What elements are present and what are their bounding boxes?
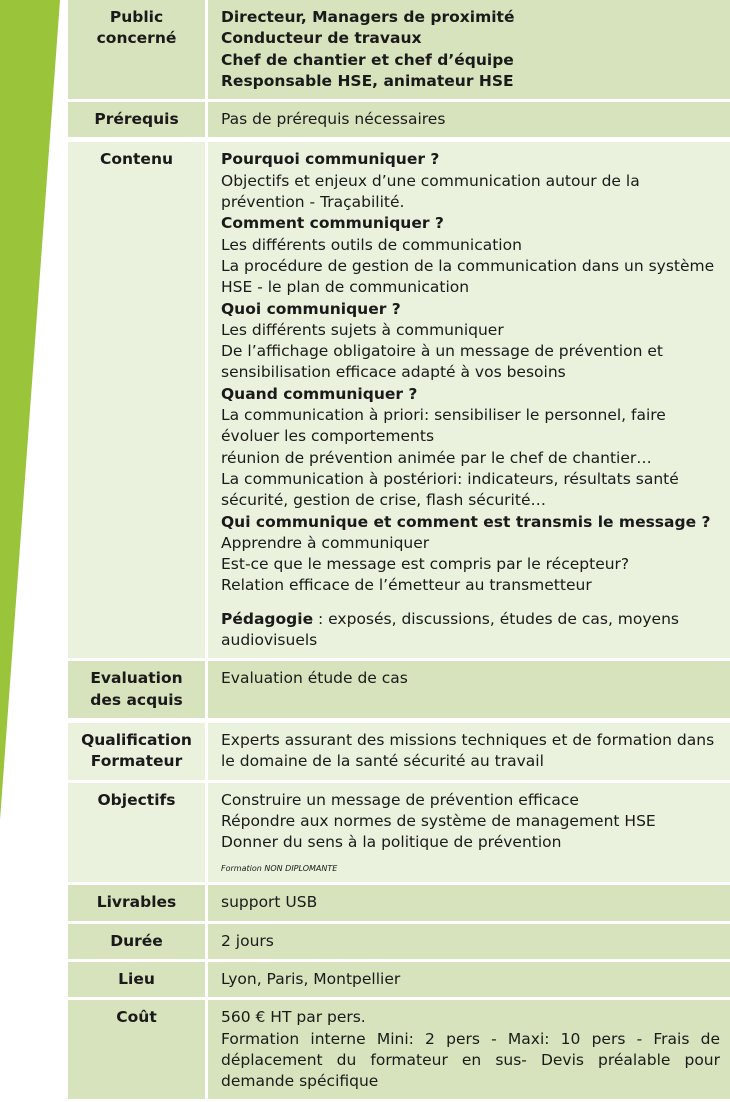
content-item: La procédure de gestion de la communication dans un système HSE - le plan de communication [221, 256, 720, 299]
training-details-table [68, 0, 730, 1102]
price-conditions: Formation interne Mini: 2 pers - Maxi: 10 pers - Frais de déplacement du formateur en sus- Devis préalable pour demande spécifique [221, 1029, 720, 1093]
objective-item: Répondre aux normes de système de management HSE [221, 811, 720, 832]
value-evaluation: Evaluation étude de cas [207, 660, 730, 721]
label-contenu: Contenu [68, 140, 207, 660]
row-duree [68, 922, 730, 960]
audience-item: Conducteur de travaux [221, 28, 720, 49]
label-qualification: Qualification Formateur [68, 720, 207, 781]
value-duree: 2 jours [207, 922, 730, 960]
content-item: Objectifs et enjeux d’une communication autour de la prévention - Traçabilité. [221, 171, 720, 214]
price: 560 € HT par pers. [221, 1007, 720, 1028]
content-heading: Pourquoi communiquer ? [221, 149, 720, 170]
pedagogie-text: : exposés, discussions, études de cas, moyens audiovisuels [221, 610, 679, 649]
pedagogie [221, 609, 720, 652]
objective-item: Construire un message de prévention efficace [221, 790, 720, 811]
row-contenu [68, 140, 730, 660]
row-prerequis [68, 101, 730, 140]
content-item: Relation efficace de l’émetteur au transmetteur [221, 575, 720, 596]
content-item: De l’affichage obligatoire à un message de prévention et sensibilisation efficace adapté à vos besoins [221, 341, 720, 384]
content-item: La communication à postériori: indicateurs, résultats santé sécurité, gestion de crise, flash sécurité… [221, 469, 720, 512]
value-contenu [207, 140, 730, 660]
content-item: Les différents outils de communication [221, 235, 720, 256]
content-heading: Quand communiquer ? [221, 384, 720, 405]
audience-item: Chef de chantier et chef d’équipe [221, 50, 720, 71]
content-heading: Quoi communiquer ? [221, 299, 720, 320]
value-qualification: Experts assurant des missions techniques et de formation dans le domaine de la santé sécurité au travail [207, 720, 730, 781]
value-objectifs [207, 781, 730, 884]
diploma-note: Formation NON DIPLOMANTE [221, 863, 720, 875]
content-item: Apprendre à communiquer [221, 533, 720, 554]
content-item: Est-ce que le message est compris par le récepteur? [221, 554, 720, 575]
label-evaluation: Evaluation des acquis [68, 660, 207, 721]
audience-item: Responsable HSE, animateur HSE [221, 71, 720, 92]
value-livrables: support USB [207, 884, 730, 922]
content-item: réunion de prévention animée par le chef de chantier… [221, 448, 720, 469]
label-prerequis: Prérequis [68, 101, 207, 140]
row-lieu [68, 960, 730, 998]
green-accent-bar [0, 0, 60, 1070]
value-prerequis: Pas de prérequis nécessaires [207, 101, 730, 140]
row-evaluation [68, 660, 730, 721]
content-item: Les différents sujets à communiquer [221, 320, 720, 341]
label-public: Public concerné [68, 0, 207, 101]
row-public [68, 0, 730, 101]
objective-item: Donner du sens à la politique de prévention [221, 832, 720, 853]
row-livrables [68, 884, 730, 922]
value-public [207, 0, 730, 101]
content-heading: Comment communiquer ? [221, 213, 720, 234]
audience-item: Directeur, Managers de proximité [221, 7, 720, 28]
label-duree: Durée [68, 922, 207, 960]
content-heading: Qui communique et comment est transmis le message ? [221, 512, 720, 533]
content-list [221, 149, 720, 596]
content-item: La communication à priori: sensibiliser le personnel, faire évoluer les comportements [221, 405, 720, 448]
row-cout [68, 999, 730, 1101]
label-livrables: Livrables [68, 884, 207, 922]
pedagogie-label: Pédagogie [221, 610, 313, 628]
row-qualification [68, 720, 730, 781]
value-lieu: Lyon, Paris, Montpellier [207, 960, 730, 998]
value-cout [207, 999, 730, 1101]
row-objectifs [68, 781, 730, 884]
label-lieu: Lieu [68, 960, 207, 998]
label-cout: Coût [68, 999, 207, 1101]
label-objectifs: Objectifs [68, 781, 207, 884]
